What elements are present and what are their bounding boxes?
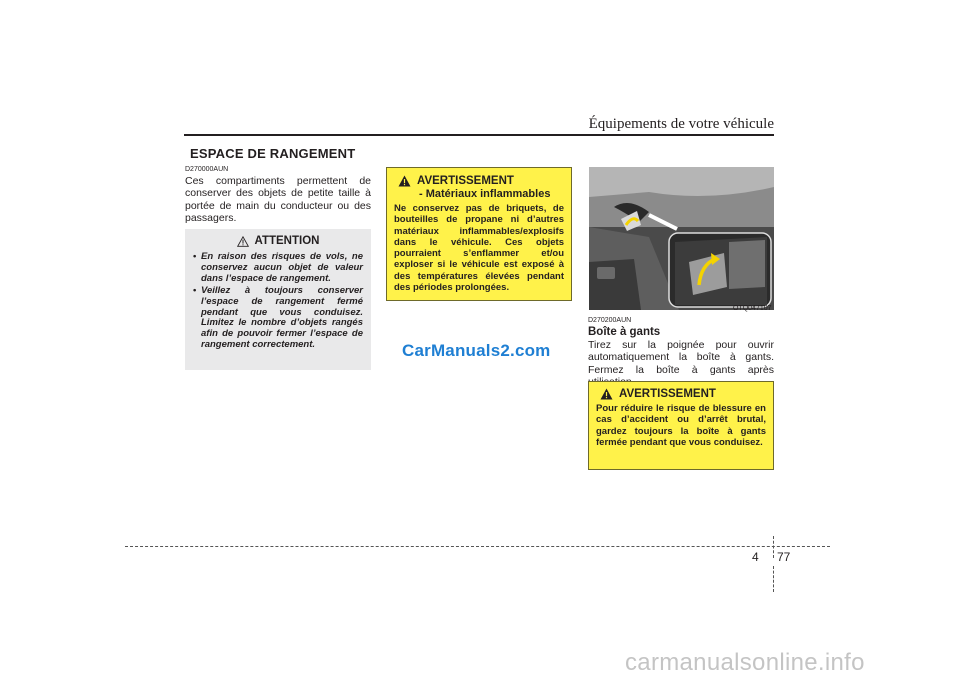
glovebox-section <box>588 317 774 389</box>
header-title: Équipements de votre véhicule <box>588 116 774 132</box>
warning1-header <box>394 175 564 187</box>
image-code: OTQ047107 <box>733 305 772 312</box>
warning1-text: Ne conservez pas de briquets, de bouteilles de propane ni d’autres matériaux inflammables/explosifs dans le véhicule. Ces objets pourraient s’enflammer et/ou exploser si le véhicule est exposé à des températures élevées pendant des périodes prolongées. <box>394 203 564 294</box>
chapter-number: 4 <box>752 550 759 564</box>
glovebox-title: Boîte à gants <box>588 326 661 338</box>
attention-item: • Veillez à toujours conserver l’espace de rangement fermé pendant que vous conduisez. Limitez le nombre d’objets rangés afin de pouvoir fermer l’espace de rangement correctement. <box>193 284 363 351</box>
watermark: CarManuals2.com <box>402 341 551 360</box>
glovebox-body: Tirez sur la poignée pour ouvrir automatiquement la boîte à gants. Fermez la boîte à gants après <box>588 339 774 376</box>
attention-list <box>193 252 363 351</box>
warning2-text: Pour réduire le risque de blessure en cas d’accident ou d’arrêt brutal, gardez toujours la boîte à gants fermée pendant que vous conduisez. <box>596 403 766 448</box>
footer-rule <box>125 546 830 547</box>
footer-divider <box>773 536 774 558</box>
section-title: ESPACE DE RANGEMENT <box>190 146 356 161</box>
warning2-title: AVERTISSEMENT <box>619 388 716 400</box>
glovebox-code: D270200AUN <box>588 317 632 324</box>
warning2-header <box>596 388 766 400</box>
flammable-warning-box <box>386 167 572 301</box>
caution-triangle-icon <box>237 236 249 247</box>
glovebox-warning-box <box>588 381 774 470</box>
page-number: 77 <box>777 550 791 564</box>
header-rule <box>184 134 774 136</box>
warning-triangle-icon <box>600 388 613 400</box>
warning1-subtitle: - Matériaux inflammables <box>419 188 551 200</box>
section-code: D270000AUN <box>185 166 229 173</box>
glovebox-photo <box>589 167 774 310</box>
attention-header <box>193 235 363 247</box>
warning-triangle-icon <box>398 175 411 187</box>
attention-item: • En raison des risques de vols, ne conservez aucun objet de valeur dans l’espace de rangement. <box>193 251 363 284</box>
section-body: Ces compartiments permettent de conserver des objets de petite taille à portée de main du conducteur ou des passagers. <box>185 175 371 225</box>
attention-box <box>185 229 371 370</box>
footer-watermark: carmanualsonline.info <box>625 649 865 676</box>
intro-column <box>185 166 371 225</box>
warning1-title: AVERTISSEMENT <box>417 175 514 187</box>
attention-title: ATTENTION <box>254 235 320 247</box>
footer-divider <box>773 566 774 592</box>
